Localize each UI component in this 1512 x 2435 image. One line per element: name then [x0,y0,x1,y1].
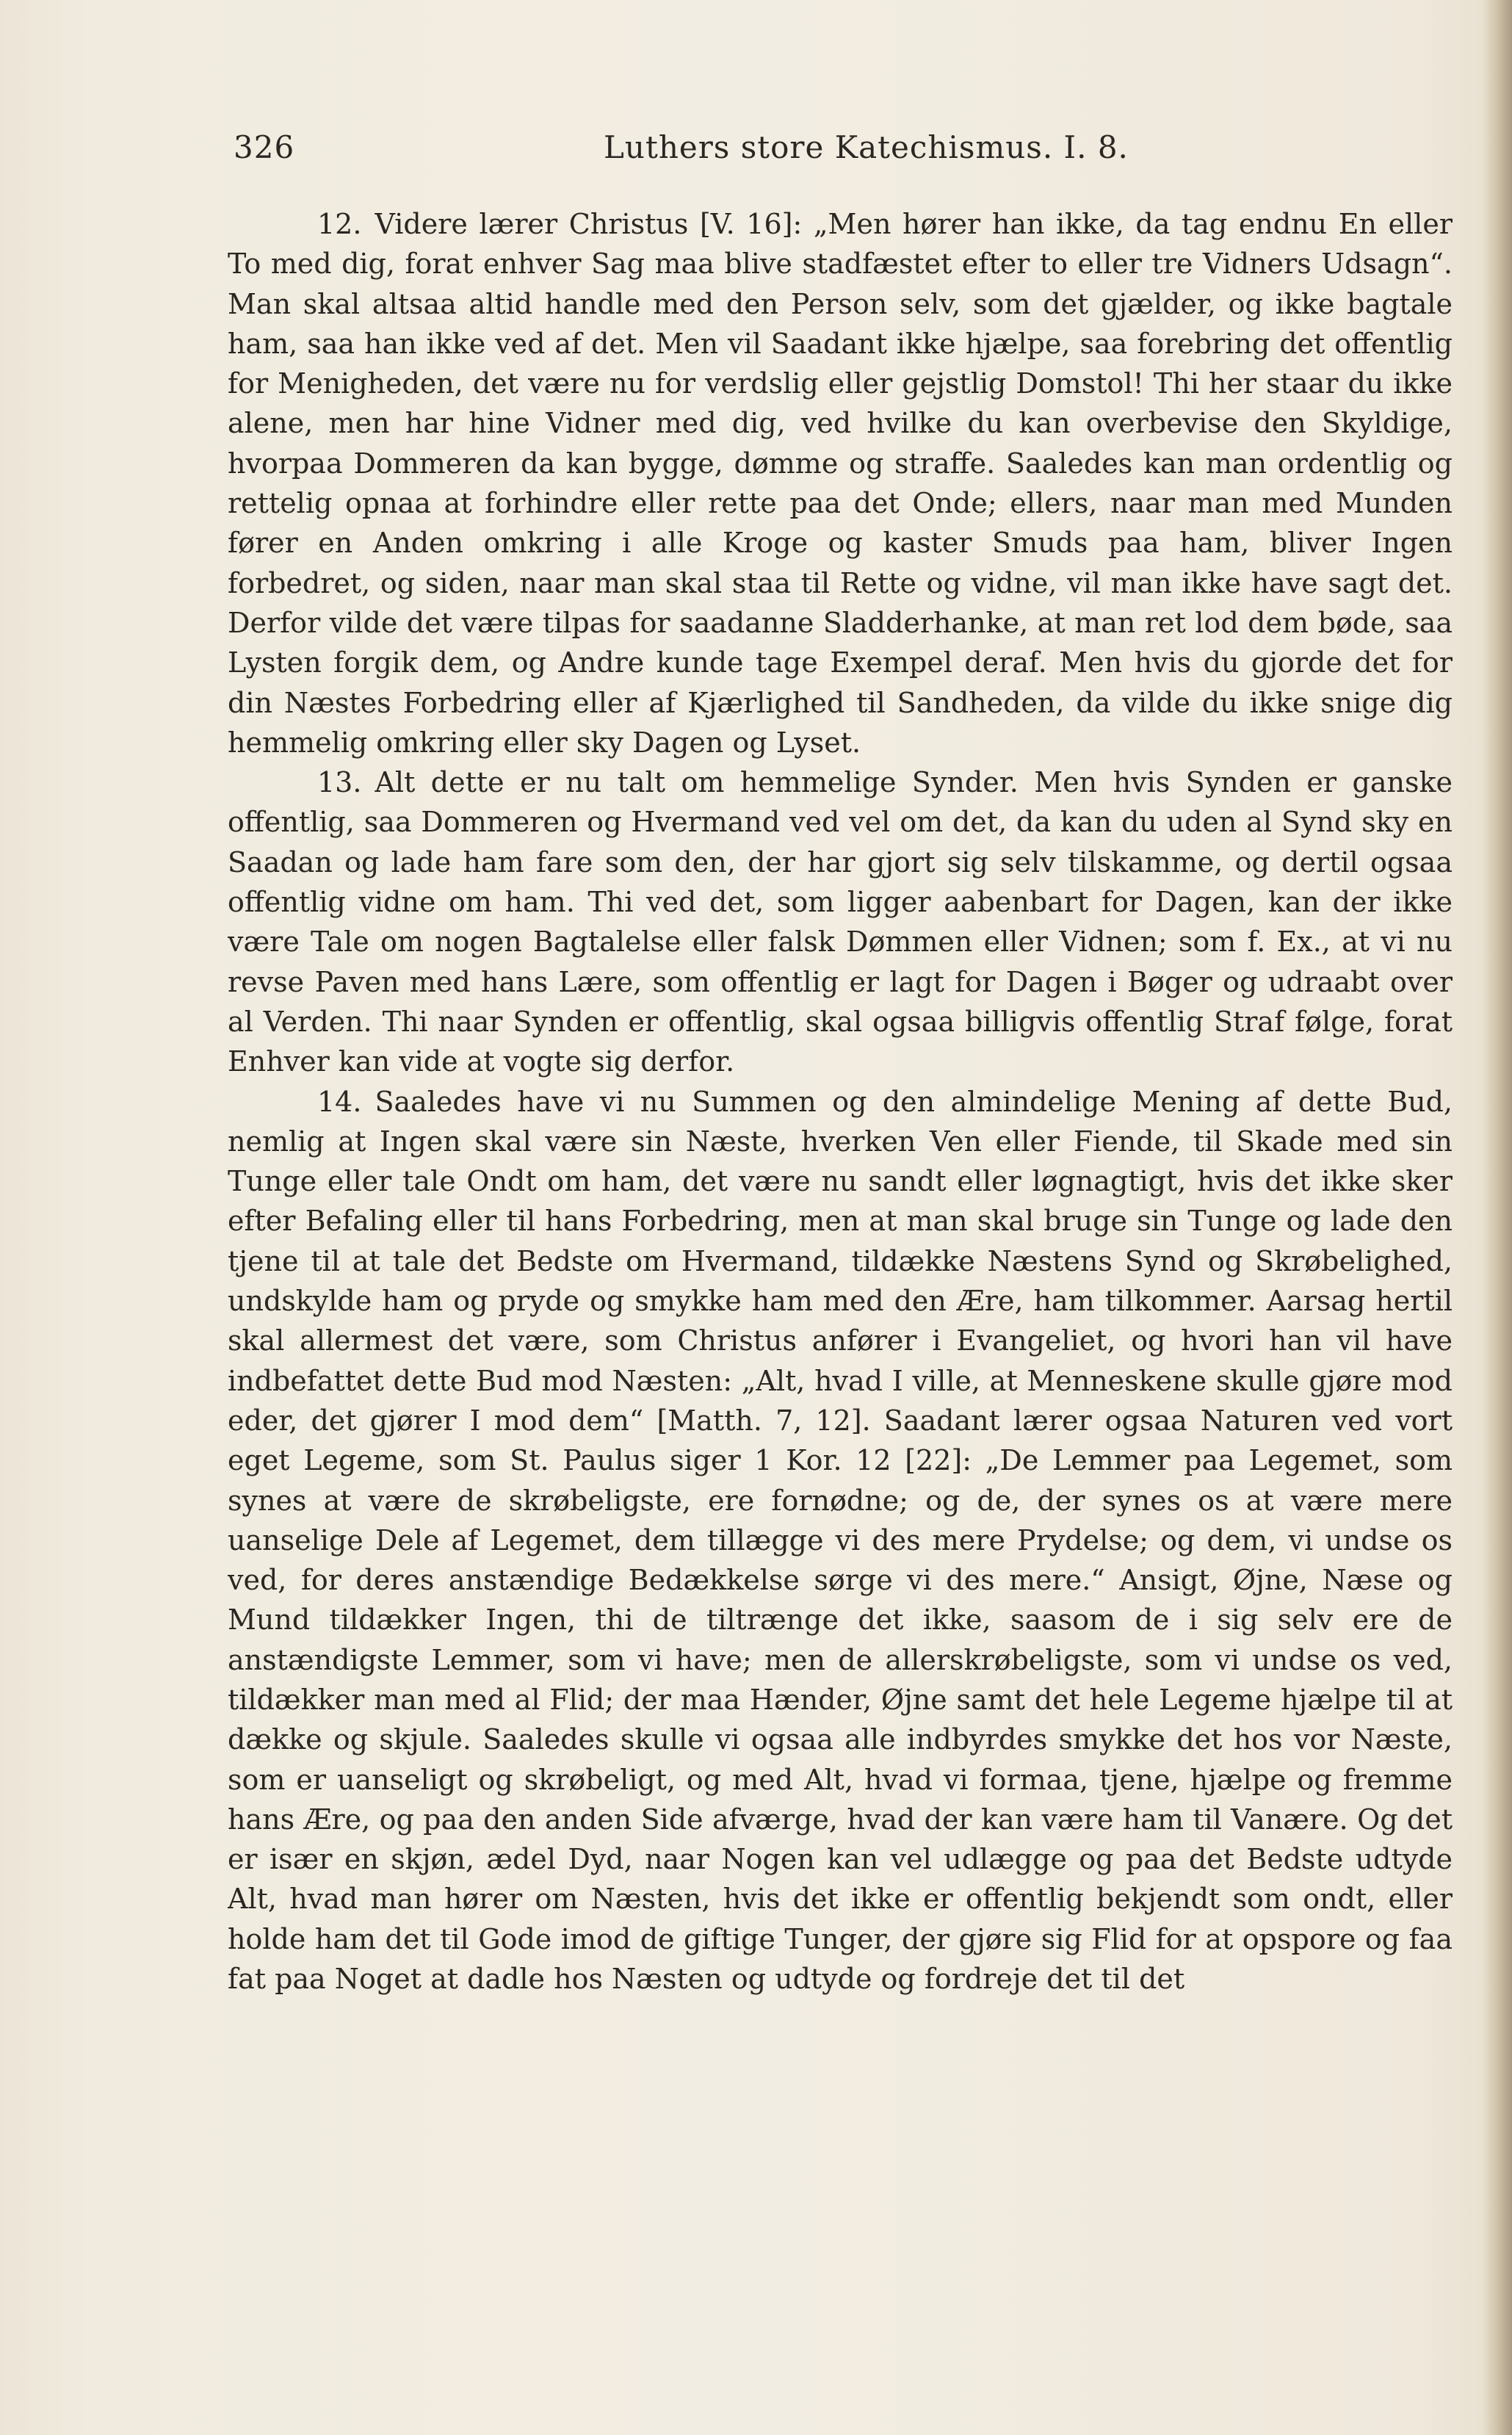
paragraph-12 [228,204,1453,762]
running-head: Luthers store Katechismus. I. 8. [604,129,1129,165]
paragraph-14 [228,1082,1453,1999]
paragraph-text: Saaledes have vi nu Summen og den almindelige Mening af dette Bud, nemlig at Ingen skal være sin Næste, hverken Ven eller Fiende, til Skade med sin Tunge eller tale Ondt om ham, det være nu sandt eller løgnagtigt, hvis det ikke sker efter Befaling eller til hans Forbedring, men at man skal bruge sin Tunge og lade den tjene til at tale det Bedste om Hvermand, tildække Næstens Synd og Skrøbelighed, undskylde ham og pryde og smykke ham med den Ære, ham tilkommer. Aarsag hertil skal allermest det være, som Christus anfører i Evangeliet, og hvori han vil have indbefattet dette Bud mod Næsten: „Alt, hvad I ville, at Menneskene skulle gjøre mod eder, det gjører I mod dem“ [Matth. 7, 12]. Saadant lærer ogsaa Naturen ved vort eget Legeme, som St. Paulus siger 1 Kor. 12 [22]: „De Lemmer paa Legemet, som synes at være de skrøbeligste, ere fornødne; og de, der synes os at være mere uanselige Dele af Legemet, dem tillægge vi des mere Prydelse; og dem, vi undse os ved, for deres anstændige Bedækkelse sørge vi des mere.“ Ansigt, Øjne, Næse og Mund tildækker Ingen, thi de tiltrænge det ikke, saasom de i sig selv ere de anstændigste Lemmer, som vi have; men de allerskrøbeligste, som vi undse os ved, tildækker man med al Flid; der maa Hænder, Øjne samt det hele Legeme hjælpe til at dække og skjule. Saaledes skulle vi ogsaa alle indbyrdes smykke det hos vor Næste, som er uanseligt og skrøbeligt, og med Alt, hvad vi formaa, tjene, hjælpe og fremme hans Ære, og paa den anden Side afværge, hvad der kan være ham til Vanære. Og det er især en skjøn, ædel Dyd, naar Nogen kan vel udlægge og paa det Bedste udtyde Alt, hvad man hører om Næsten, hvis det ikke er offentlig bekjendt som ondt, eller holde ham det til Gode imod de giftige Tunger, der gjøre sig Flid for at opspore og faa fat paa Noget at dadle hos Næsten og udtyde og fordreje det til det [228,1085,1453,1996]
paragraph-text: Videre lærer Christus [V. 16]: „Men hører han ikke, da tag endnu En eller To med dig, forat enhver Sag maa blive stadfæstet efter to eller tre Vidners Udsagn“. Man skal altsaa altid handle med den Person selv, som det gjælder, og ikke bagtale ham, saa han ikke ved af det. Men vil Saadant ikke hjælpe, saa forebring det offentlig for Menigheden, det være nu for verdslig eller gejstlig Domstol! Thi her staar du ikke alene, men har hine Vidner med dig, ved hvilke du kan overbevise den Skyldige, hvorpaa Dommeren da kan bygge, dømme og straffe. Saaledes kan man ordentlig og rettelig opnaa at forhindre eller rette paa det Onde; ellers, naar man med Munden fører en Anden omkring i alle Kroge og kaster Smuds paa ham, bliver Ingen forbedret, og siden, naar man skal staa til Rette og vidne, vil man ikke have sagt det. Derfor vilde det være tilpas for saadanne Sladderhanke, at man ret lod dem bøde, saa Lysten forgik dem, og Andre kunde tage Exempel deraf. Men hvis du gjorde det for din Næstes Forbedring eller af Kjærlighed til Sandheden, da vilde du ikke snige dig hemmelig omkring eller sky Dagen og Lyset. [228,208,1453,759]
body-text [228,204,1453,2283]
paragraph-text: Alt dette er nu talt om hemmelige Synder. Men hvis Synden er ganske offentlig, saa Dommeren og Hvermand ved vel om det, da kan du uden al Synd sky en Saadan og lade ham fare som den, der har gjort sig selv tilskamme, og dertil ogsaa offentlig vidne om ham. Thi ved det, som ligger aabenbart for Dagen, kan der ikke være Tale om nogen Bagtalelse eller falsk Dømmen eller Vidnen; som f. Ex., at vi nu revse Paven med hans Lære, som offentlig er lagt for Dagen i Bøger og udraabt over al Verden. Thi naar Synden er offentlig, skal ogsaa billigvis offentlig Straf følge, forat Enhver kan vide at vogte sig derfor. [228,766,1453,1078]
page-number: 326 [234,129,295,165]
paragraph-number: 13. [317,766,362,799]
paragraph-number: 14. [317,1085,362,1118]
page-header [234,125,1482,176]
paragraph-13 [228,762,1453,1081]
page-gutter-shadow [1483,0,1512,2435]
paragraph-number: 12. [317,208,362,240]
